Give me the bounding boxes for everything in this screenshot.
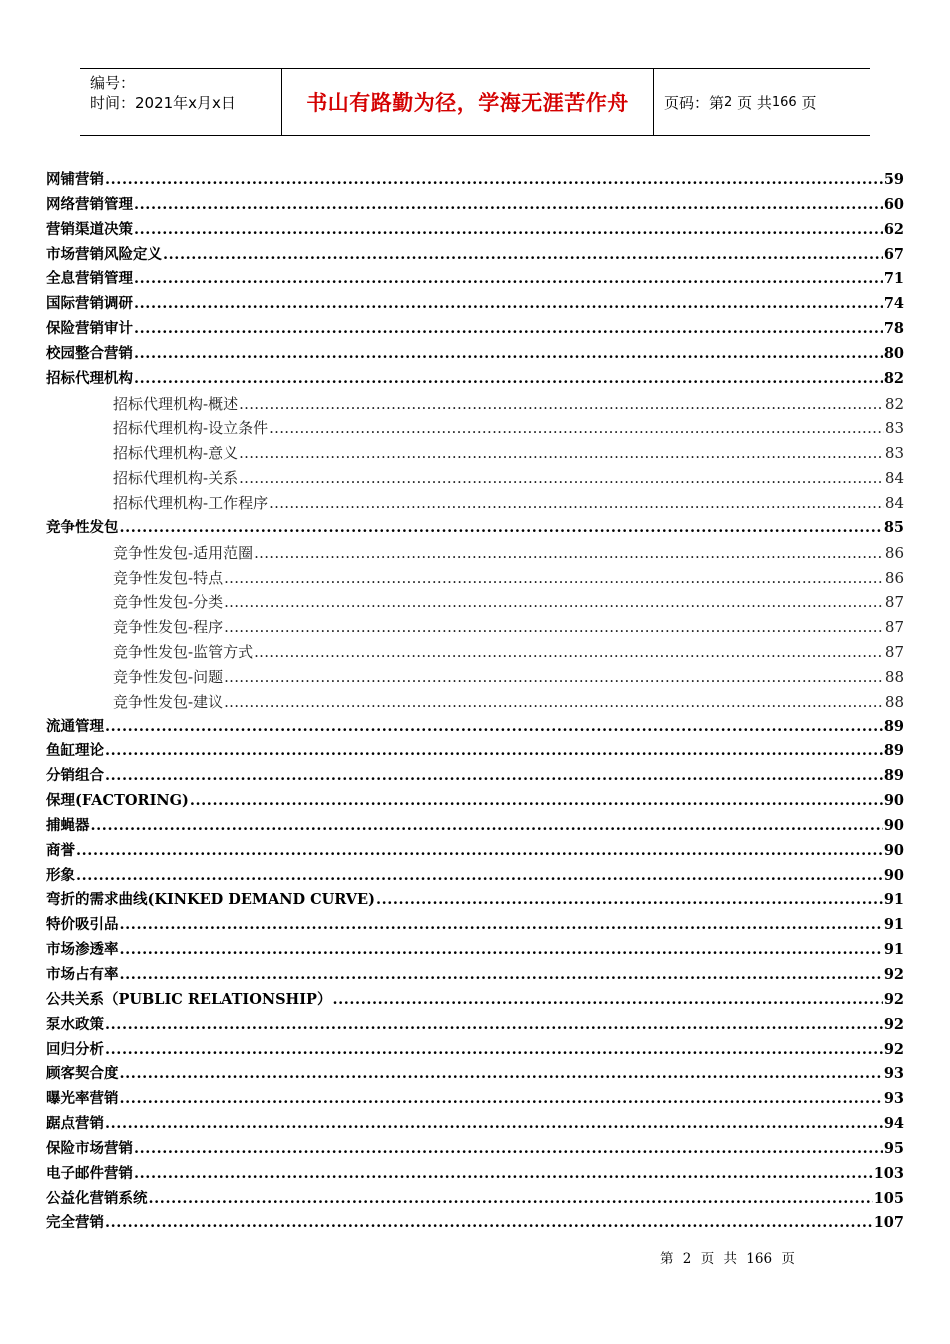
- toc-entry-page: 90: [883, 841, 904, 859]
- toc-entry-title: 招标代理机构-关系: [113, 469, 239, 488]
- page-header: [80, 68, 870, 136]
- toc-entry[interactable]: [46, 1038, 904, 1063]
- toc-entry[interactable]: [46, 168, 904, 193]
- toc-dot-leader: [254, 640, 884, 665]
- toc-entry[interactable]: [46, 541, 904, 566]
- toc-entry[interactable]: [46, 1162, 904, 1187]
- toc-entry-title: 营销渠道决策: [46, 220, 133, 238]
- toc-dot-leader: [105, 739, 883, 764]
- toc-entry[interactable]: [46, 864, 904, 889]
- toc-entry[interactable]: [46, 913, 904, 938]
- toc-entry-title: 招标代理机构-工作程序: [113, 493, 269, 512]
- toc-entry[interactable]: [46, 814, 904, 839]
- toc-entry[interactable]: [46, 839, 904, 864]
- toc-dot-leader: [76, 864, 883, 889]
- toc-dot-leader: [134, 267, 883, 292]
- toc-dot-leader: [134, 317, 883, 342]
- toc-entry-page: 82: [884, 394, 904, 413]
- footer-suffix: 页: [781, 1251, 795, 1267]
- toc-dot-leader: [134, 1162, 873, 1187]
- toc-entry-page: 78: [883, 320, 904, 338]
- toc-entry-page: 92: [883, 966, 904, 983]
- toc-entry[interactable]: [46, 292, 904, 317]
- toc-dot-leader: [269, 491, 884, 516]
- toc-entry-title: 竞争性发包-建议: [113, 692, 224, 711]
- toc-entry-title: 保险营销审计: [46, 320, 133, 338]
- toc-entry-page: 93: [883, 1065, 904, 1083]
- toc-entry-page: 91: [883, 916, 904, 934]
- toc-entry-page: 83: [884, 419, 904, 438]
- toc-dot-leader: [239, 441, 884, 466]
- header-motto: 书山有路勤为径，学海无涯苦作舟: [281, 69, 654, 135]
- toc-dot-leader: [224, 566, 884, 591]
- toc-entry[interactable]: [46, 491, 904, 516]
- toc-entry-page: 92: [883, 990, 904, 1008]
- toc-entry[interactable]: [46, 516, 904, 541]
- header-page-total: 166: [771, 94, 797, 110]
- toc-entry[interactable]: [46, 441, 904, 466]
- toc-entry[interactable]: [46, 1062, 904, 1087]
- toc-entry[interactable]: [46, 1137, 904, 1162]
- toc-entry-title: 招标代理机构-意义: [113, 444, 239, 463]
- toc-entry[interactable]: [46, 317, 904, 342]
- toc-entry-title: 竞争性发包-程序: [113, 618, 224, 637]
- toc-dot-leader: [105, 764, 883, 789]
- toc-entry-page: 82: [883, 369, 904, 387]
- header-meta: [80, 69, 281, 135]
- toc-dot-leader: [163, 243, 883, 268]
- toc-entry-title: 泵水政策: [46, 1015, 104, 1033]
- toc-entry-title: 公共关系（PUBLIC RELATIONSHIP）: [46, 990, 332, 1008]
- toc-entry-title: 保理(FACTORING): [46, 792, 189, 810]
- toc-entry-page: 84: [884, 469, 904, 488]
- toc-entry-title: 保险市场营销: [46, 1139, 133, 1157]
- toc-dot-leader: [120, 1087, 883, 1112]
- toc-entry-page: 87: [884, 593, 904, 612]
- toc-dot-leader: [239, 392, 884, 417]
- toc-entry-title: 招标代理机构: [46, 369, 133, 387]
- toc-dot-leader: [224, 690, 884, 715]
- toc-entry-title: 招标代理机构-概述: [113, 394, 239, 413]
- footer-page-total: 166: [746, 1251, 773, 1267]
- toc-entry-title: 网铺营销: [46, 171, 104, 188]
- toc-entry-page: 89: [883, 717, 904, 735]
- toc-entry-title: 校园整合营销: [46, 344, 133, 362]
- toc-dot-leader: [120, 516, 883, 541]
- toc-entry-page: 74: [883, 295, 904, 313]
- toc-dot-leader: [224, 665, 884, 690]
- toc-entry[interactable]: [46, 566, 904, 591]
- toc-entry-title: 竞争性发包-分类: [113, 593, 224, 612]
- document-time-label: 时间：2021年x月x日: [90, 94, 236, 112]
- toc-entry-page: 90: [883, 816, 904, 834]
- toc-entry[interactable]: [46, 193, 904, 218]
- toc-entry-page: 93: [883, 1090, 904, 1108]
- header-page-info: [654, 69, 870, 135]
- toc-entry[interactable]: [46, 1211, 904, 1236]
- toc-entry-page: 60: [883, 195, 904, 213]
- toc-entry[interactable]: [46, 739, 904, 764]
- toc-dot-leader: [224, 615, 884, 640]
- toc-dot-leader: [120, 1062, 883, 1087]
- toc-entry-title: 竞争性发包-适用范圈: [113, 543, 254, 562]
- footer-prefix: 第: [660, 1251, 674, 1267]
- header-page-suffix: 页: [801, 93, 817, 112]
- toc-dot-leader: [105, 1211, 873, 1236]
- toc-entry[interactable]: [46, 938, 904, 963]
- toc-dot-leader: [105, 715, 883, 740]
- toc-entry-page: 91: [883, 891, 904, 909]
- toc-entry[interactable]: [46, 764, 904, 789]
- toc-entry[interactable]: [46, 1187, 904, 1212]
- toc-entry-title: 回归分析: [46, 1040, 104, 1058]
- toc-entry-page: 86: [884, 543, 904, 562]
- toc-entry-page: 67: [883, 245, 904, 263]
- toc-dot-leader: [76, 839, 883, 864]
- toc-entry[interactable]: [46, 888, 904, 913]
- toc-dot-leader: [120, 913, 883, 938]
- toc-entry-page: 62: [883, 220, 904, 238]
- toc-entry-page: 92: [883, 1015, 904, 1033]
- toc-entry-title: 公益化营销系统: [46, 1189, 148, 1207]
- toc-entry[interactable]: [46, 1013, 904, 1038]
- toc-entry-title: 竞争性发包-监管方式: [113, 643, 254, 662]
- toc-entry[interactable]: [46, 690, 904, 715]
- toc-entry-page: 59: [883, 171, 904, 188]
- toc-dot-leader: [254, 541, 884, 566]
- toc-entry-title: 市场渗透率: [46, 941, 119, 959]
- footer-page-current: 2: [682, 1251, 692, 1267]
- toc-entry-title: 市场营销风险定义: [46, 245, 162, 263]
- document-number-label: 编号：: [90, 74, 136, 92]
- toc-dot-leader: [332, 988, 882, 1013]
- toc-dot-leader: [134, 193, 883, 218]
- toc-entry[interactable]: [46, 367, 904, 392]
- header-page-mid: 页 共: [737, 93, 772, 112]
- toc-entry-title: 顾客契合度: [46, 1065, 119, 1083]
- toc-dot-leader: [134, 218, 883, 243]
- toc-entry[interactable]: [46, 416, 904, 441]
- toc-entry-page: 84: [884, 493, 904, 512]
- toc-entry-title: 完全营销: [46, 1214, 104, 1232]
- toc-entry-page: 105: [873, 1189, 904, 1207]
- toc-entry-page: 89: [883, 767, 904, 785]
- toc-entry-title: 商誉: [46, 841, 75, 859]
- toc-entry-title: 踞点营销: [46, 1115, 104, 1133]
- toc-dot-leader: [120, 938, 883, 963]
- toc-entry-title: 曝光率营销: [46, 1090, 119, 1108]
- toc-dot-leader: [134, 367, 883, 392]
- toc-entry-page: 88: [884, 692, 904, 711]
- toc-entry-title: 电子邮件营销: [46, 1164, 133, 1182]
- toc-dot-leader: [239, 466, 884, 491]
- toc-entry[interactable]: [46, 615, 904, 640]
- toc-entry-page: 103: [873, 1164, 904, 1182]
- toc-entry[interactable]: [46, 590, 904, 615]
- toc-entry[interactable]: [46, 715, 904, 740]
- toc-entry-page: 91: [883, 941, 904, 959]
- toc-entry[interactable]: [46, 218, 904, 243]
- toc-entry[interactable]: [46, 963, 904, 988]
- toc-dot-leader: [224, 590, 884, 615]
- toc-dot-leader: [376, 888, 883, 913]
- toc-entry-page: 87: [884, 643, 904, 662]
- toc-entry-title: 鱼缸理论: [46, 742, 104, 760]
- toc-entry-page: 95: [883, 1139, 904, 1157]
- toc-entry-page: 107: [873, 1214, 904, 1232]
- toc-entry-page: 94: [883, 1115, 904, 1133]
- toc-entry-title: 网络营销管理: [46, 195, 133, 213]
- toc-dot-leader: [149, 1187, 873, 1212]
- toc-dot-leader: [120, 963, 883, 988]
- toc-dot-leader: [91, 814, 883, 839]
- toc-entry-page: 80: [883, 344, 904, 362]
- toc-dot-leader: [190, 789, 883, 814]
- toc-entry-page: 83: [884, 444, 904, 463]
- toc-entry-title: 分销组合: [46, 767, 104, 785]
- toc-entry-title: 竞争性发包-问题: [113, 667, 224, 686]
- toc-dot-leader: [105, 1013, 883, 1038]
- toc-entry-page: 92: [883, 1040, 904, 1058]
- toc-entry[interactable]: [46, 1087, 904, 1112]
- toc-entry-page: 86: [884, 568, 904, 587]
- toc-entry[interactable]: [46, 988, 904, 1013]
- footer-mid: 页 共: [700, 1251, 737, 1267]
- toc-dot-leader: [134, 292, 883, 317]
- toc-entry[interactable]: [46, 640, 904, 665]
- toc-entry-title: 形象: [46, 866, 75, 884]
- table-of-contents: [46, 168, 904, 1236]
- toc-entry-title: 捕蝇器: [46, 816, 90, 834]
- toc-entry-title: 竞争性发包-特点: [113, 568, 224, 587]
- toc-entry[interactable]: [46, 342, 904, 367]
- toc-dot-leader: [134, 1137, 883, 1162]
- toc-entry[interactable]: [46, 392, 904, 417]
- toc-entry[interactable]: [46, 466, 904, 491]
- toc-entry-title: 弯折的需求曲线(KINKED DEMAND CURVE): [46, 891, 375, 909]
- toc-entry-page: 90: [883, 866, 904, 884]
- toc-entry[interactable]: [46, 789, 904, 814]
- toc-entry-page: 87: [884, 618, 904, 637]
- toc-entry[interactable]: [46, 243, 904, 268]
- toc-entry-page: 89: [883, 742, 904, 760]
- toc-entry-page: 90: [883, 792, 904, 810]
- toc-entry[interactable]: [46, 1112, 904, 1137]
- toc-entry-title: 流通管理: [46, 717, 104, 735]
- toc-entry-page: 71: [883, 270, 904, 288]
- header-page-prefix: 页码：第: [664, 93, 725, 112]
- toc-entry-title: 全息营销管理: [46, 270, 133, 288]
- toc-entry[interactable]: [46, 267, 904, 292]
- toc-entry-title: 国际营销调研: [46, 295, 133, 313]
- toc-entry-title: 竞争性发包: [46, 518, 119, 536]
- toc-dot-leader: [105, 1038, 883, 1063]
- toc-dot-leader: [269, 416, 884, 441]
- toc-entry-title: 市场占有率: [46, 966, 119, 983]
- toc-dot-leader: [105, 168, 883, 193]
- toc-entry[interactable]: [46, 665, 904, 690]
- toc-dot-leader: [105, 1112, 883, 1137]
- toc-entry-title: 特价吸引品: [46, 916, 119, 934]
- header-page-current: 2: [724, 94, 733, 110]
- toc-entry-page: 88: [884, 667, 904, 686]
- page-footer: [660, 1247, 795, 1267]
- toc-entry-title: 招标代理机构-设立条件: [113, 419, 269, 438]
- toc-entry-page: 85: [883, 518, 904, 536]
- toc-dot-leader: [134, 342, 883, 367]
